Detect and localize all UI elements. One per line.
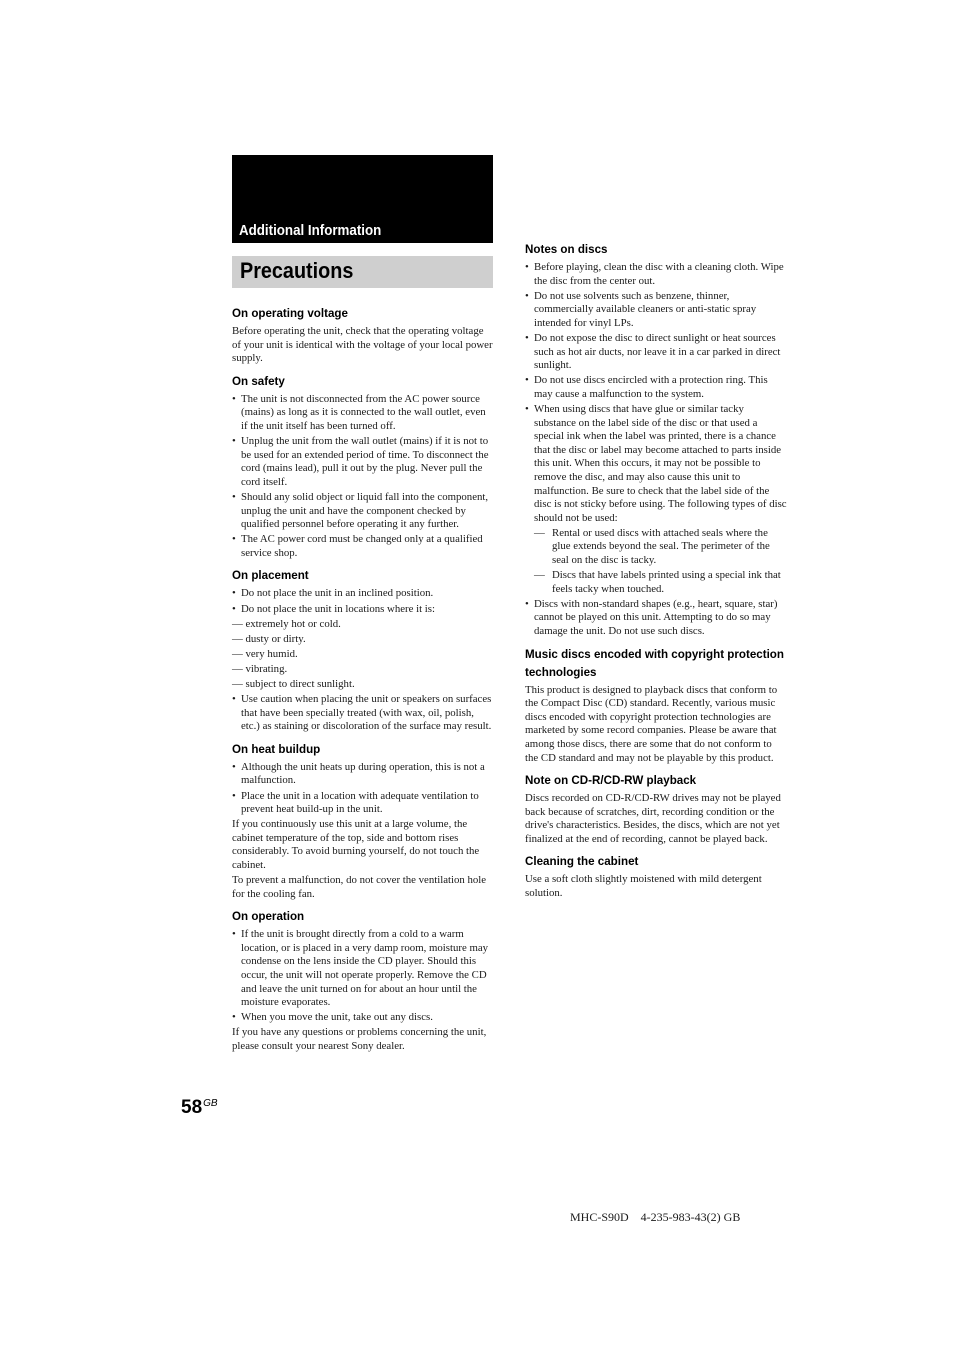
bullet-item: • The unit is not disconnected from the AC power source (mains) as long as it is connected to the wall outlet, even if the unit itself has been turned off.	[232, 393, 494, 434]
paragraph: If you continuously use this unit at a large volume, the cabinet temperature of the top, side and bottom rises considerably. To avoid burning yourself, do not touch the cabinet.	[232, 818, 480, 871]
bullet-list	[232, 393, 494, 561]
bullet-item: • Use caution when placing the unit or speakers on surfaces that have been specially treated (with wax, oil, polish, etc.) as staining or discoloration of the surface may result.	[232, 693, 494, 734]
dash-item: — Rental or used discs with attached seals where the glue extends beyond the seal. The perimeter of the seal on the disc is tacky.	[534, 527, 787, 568]
dash-item: — subject to direct sunlight.	[232, 677, 355, 690]
dash-item: — Discs that have labels printed using a special ink that feels tacky when touched.	[534, 569, 787, 596]
page-number-suffix: GB	[203, 1098, 218, 1109]
bullet-item: • Do not expose the disc to direct sunlight or heat sources such as hot air ducts, nor leave it in a car parked in direct sunlight.	[525, 332, 787, 373]
section-title: Additional Information	[239, 223, 382, 239]
title-bar	[232, 256, 493, 288]
dash-item: — extremely hot or cold.	[232, 617, 341, 630]
dash-item: — very humid.	[232, 647, 298, 660]
bullet-item: • Do not place the unit in an inclined position.	[232, 587, 494, 601]
page-title: Precautions	[240, 258, 354, 283]
bullet-item: • Unplug the unit from the wall outlet (mains) if it is not to be used for an extended period of time. To disconnect the cord (mains lead), pull it out by the plug. Never pull the cord itself.	[232, 435, 494, 489]
bullet-item: • If the unit is brought directly from a cold to a warm location, or is placed in a very damp room, moisture may condense on the lens inside the CD player. Should this occur, the unit will not operate properly. Remove the CD and leave the unit turned on for about an hour until the moisture evaporates.	[232, 928, 494, 1010]
section-heading: Notes on discs	[525, 243, 608, 256]
section-heading: On heat buildup	[232, 742, 321, 756]
dash-item: — vibrating.	[232, 662, 288, 675]
bullet-item: • When using discs that have glue or similar tacky substance on the label side of the disc or that used a special ink when the label was printed, there is a chance that the disc or label may become attached to parts inside this unit. When this occurs, it may not be possible to remove the disc, and may also cause this unit to malfunction. Be sure to check that the label side of the disc is not sticky before using. The following types of disc should not be used:	[525, 403, 787, 525]
bullet-list	[525, 598, 787, 639]
dash-list	[534, 527, 787, 596]
section-heading: Note on CD-R/CD-RW playback	[525, 774, 697, 788]
section-banner	[232, 155, 493, 243]
paragraph: Before operating the unit, check that the operating voltage of your unit is identical with the voltage of your local power supply.	[232, 325, 493, 365]
section-heading: On placement	[232, 569, 309, 583]
bullet-list	[232, 928, 494, 1025]
bullet-list	[232, 587, 494, 616]
bullet-list	[525, 261, 787, 525]
paragraph: Use a soft cloth slightly moistened with mild detergent solution.	[525, 873, 762, 900]
bullet-item: • Although the unit heats up during operation, this is not a malfunction.	[232, 761, 494, 788]
dash-item: — dusty or dirty.	[232, 632, 306, 645]
section-heading: On safety	[232, 374, 285, 388]
section-heading: On operating voltage	[232, 307, 348, 320]
bullet-list	[232, 761, 494, 817]
bullet-item: • Do not use discs encircled with a protection ring. This may cause a malfunction to the system.	[525, 374, 787, 401]
bullet-item: • Do not use solvents such as benzene, thinner, commercially available cleaners or anti-static spray intended for vinyl LPs.	[525, 290, 787, 331]
bullet-item: • Discs with non-standard shapes (e.g., heart, square, star) cannot be played on this unit. Attempting to do so may damage the unit. Do not use such discs.	[525, 598, 787, 639]
bullet-item: • Do not place the unit in locations where it is:	[232, 603, 494, 617]
section-heading: On operation	[232, 910, 305, 924]
bullet-item: • When you move the unit, take out any discs.	[232, 1011, 494, 1025]
bullet-item: • The AC power cord must be changed only at a qualified service shop.	[232, 533, 494, 560]
bullet-list	[232, 693, 494, 734]
section-heading: Cleaning the cabinet	[525, 855, 639, 869]
bullet-item: • Place the unit in a location with adequate ventilation to prevent heat build-up in the unit.	[232, 790, 494, 817]
bullet-item: • Should any solid object or liquid fall into the component, unplug the unit and have the component checked by qualified personnel before operating it any further.	[232, 491, 494, 532]
paragraph: This product is designed to playback discs that conform to the Compact Disc (CD) standard. Recently, various music discs encoded with copyright protection technologies are marketed by some record companies. Please be aware that among those discs, there are some that do not conform to the CD standard and may not be playable by this product.	[525, 683, 778, 764]
model-code: MHC-S90D 4-235-983-43(2) GB	[570, 1210, 741, 1224]
paragraph: If you have any questions or problems concerning the unit, please consult your nearest Sony dealer.	[232, 1026, 487, 1053]
page-number	[181, 1097, 218, 1119]
page-number-value: 58	[181, 1097, 203, 1118]
paragraph: Discs recorded on CD-R/CD-RW drives may not be played back because of scratches, dirt, recording condition or the drive's characteristics. Besides, the discs, which are not yet finalized at the end of recording, cannot be played back.	[525, 792, 781, 845]
paragraph: To prevent a malfunction, do not cover the ventilation hole for the cooling fan.	[232, 874, 487, 900]
left-column	[232, 305, 494, 1055]
bullet-item: • Before playing, clean the disc with a cleaning cloth. Wipe the disc from the center out.	[525, 261, 787, 288]
section-heading: Music discs encoded with copyright protection technologies	[525, 647, 784, 679]
right-column	[525, 241, 787, 902]
